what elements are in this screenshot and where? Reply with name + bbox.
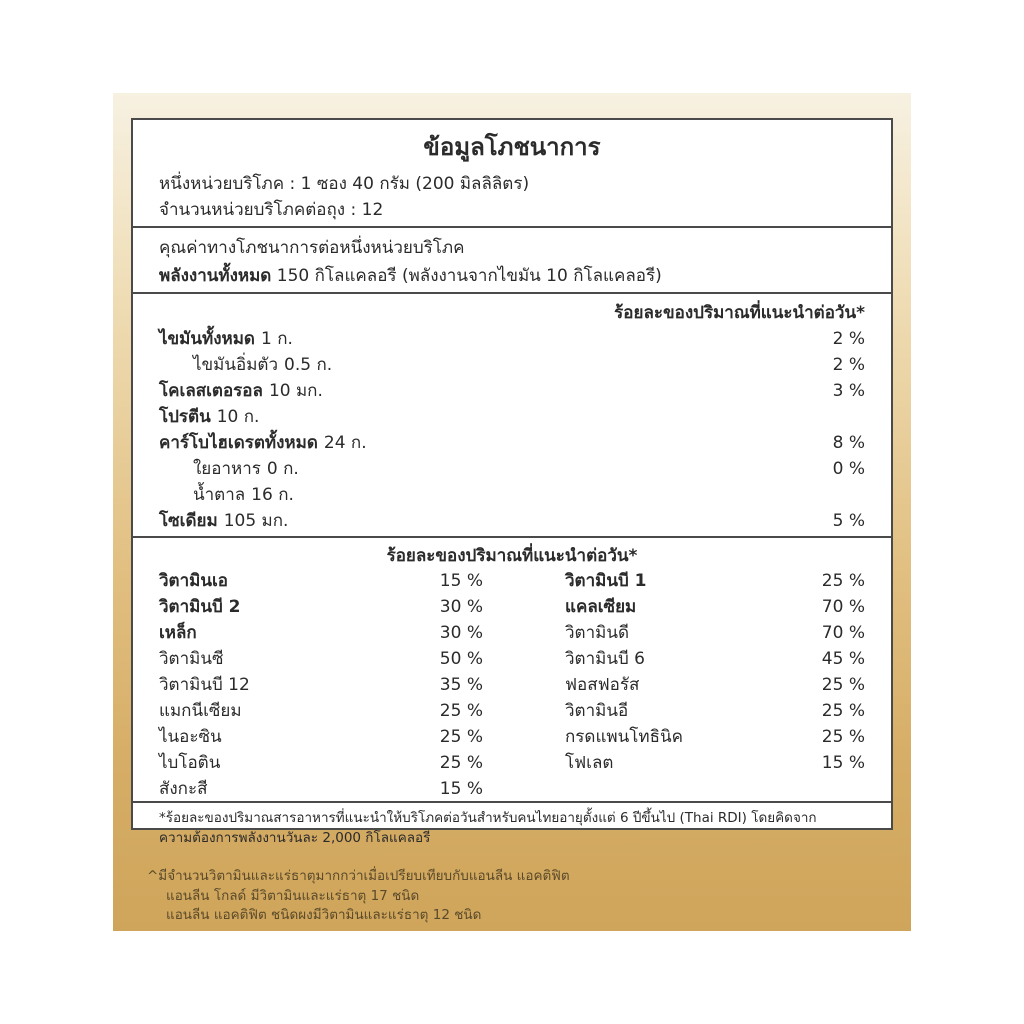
vitamin-name: แคลเซียม	[565, 597, 637, 617]
energy-row	[159, 266, 662, 286]
nutrient-row	[193, 485, 294, 505]
vitamin-name: โฟเลต	[565, 753, 614, 773]
vitamin-percent: 70 %	[821, 597, 865, 617]
vitamin-percent: 25 %	[821, 727, 865, 747]
vitamin-name: เหล็ก	[159, 623, 197, 643]
nutrient-name: โซเดียม	[159, 511, 218, 531]
vitamin-percent: 50 %	[439, 649, 483, 669]
vitamin-percent: 25 %	[439, 727, 483, 747]
nutrient-amount: 105 มก.	[223, 511, 289, 531]
energy-label: พลังงานทั้งหมด	[159, 266, 272, 286]
vitamin-percent: 35 %	[439, 675, 483, 695]
vitamin-percent: 15 %	[439, 571, 483, 591]
divider	[133, 536, 891, 538]
comparison-note-line-2: แอนลีน โกลด์ มีวิตามินและแร่ธาตุ 17 ชนิด	[166, 888, 420, 904]
divider	[133, 801, 891, 803]
nutrient-percent: 3 %	[832, 381, 865, 401]
vitamin-percent: 15 %	[439, 779, 483, 799]
vitamin-name: วิตามินบี 2	[159, 597, 241, 617]
vitamin-percent: 45 %	[821, 649, 865, 669]
divider	[133, 292, 891, 294]
nutrient-amount: 10 ก.	[216, 407, 260, 427]
nutrient-amount: 1 ก.	[260, 329, 293, 349]
nutrient-row	[193, 459, 299, 479]
nutrient-amount: 24 ก.	[323, 433, 367, 453]
nutrient-row	[159, 407, 259, 427]
comparison-note-line-3: แอนลีน แอคติฟิต ชนิดผงมีวิตามินและแร่ธาตุ 12 ชนิด	[166, 907, 482, 923]
nutrient-percent: 0 %	[832, 459, 865, 479]
nutrient-amount: 0.5 ก.	[284, 355, 333, 375]
nutrient-amount: 16 ก.	[251, 485, 294, 505]
vitamin-name: แมกนีเซียม	[159, 701, 242, 721]
vitamin-percent: 30 %	[439, 623, 483, 643]
vitamin-percent: 25 %	[439, 753, 483, 773]
rdi-footnote-line-2: ความต้องการพลังงานวันละ 2,000 กิโลแคลอรี	[159, 830, 431, 846]
vitamin-name: วิตามินซี	[159, 649, 224, 669]
vitamin-percent: 70 %	[821, 623, 865, 643]
servings-per-pack: จำนวนหน่วยบริโภคต่อถุง : 12	[159, 200, 384, 220]
nutrient-row	[159, 381, 323, 401]
nutrient-row	[159, 511, 288, 531]
comparison-note-line-1: ^มีจำนวนวิตามินและแร่ธาตุมากกว่าเมื่อเปรียบเทียบกับแอนลีน แอคติฟิต	[147, 868, 570, 884]
vitamin-name: ฟอสฟอรัส	[565, 675, 640, 695]
nutrient-name: ไขมันอิ่มตัว	[193, 355, 278, 375]
nutrition-label	[131, 118, 893, 846]
divider	[133, 226, 891, 228]
nutrient-percent: 2 %	[832, 355, 865, 375]
nutrient-percent: 2 %	[832, 329, 865, 349]
nutrient-row	[193, 355, 332, 375]
nutrient-row	[159, 433, 367, 453]
nutrient-name: ใยอาหาร	[193, 459, 261, 479]
vitamin-percent: 25 %	[439, 701, 483, 721]
rdi-footnote-line-1: *ร้อยละของปริมาณสารอาหารที่แนะนำให้บริโภคต่อวันสำหรับคนไทยอายุตั้งแต่ 6 ปีขึ้นไป (Thai RDI) โดยคิดจาก	[159, 810, 817, 826]
serving-size: หนึ่งหน่วยบริโภค : 1 ซอง 40 กรัม (200 มิลลิลิตร)	[159, 174, 530, 194]
vitamin-name: วิตามินบี 12	[159, 675, 250, 695]
vitamin-name: วิตามินบี 6	[565, 649, 645, 669]
nutrients-rdi-heading: ร้อยละของปริมาณที่แนะนำต่อวัน*	[614, 303, 865, 323]
nutrient-name: โปรตีน	[159, 407, 211, 427]
nutrient-row	[159, 329, 293, 349]
vitamin-percent: 25 %	[821, 571, 865, 591]
vitamin-name: วิตามินบี 1	[565, 571, 647, 591]
vitamin-name: วิตามินอี	[565, 701, 629, 721]
nutrient-amount: 10 มก.	[268, 381, 323, 401]
nutrient-name: โคเลสเตอรอล	[159, 381, 263, 401]
vitamin-name: วิตามินเอ	[159, 571, 228, 591]
energy-value: 150 กิโลแคลอรี (พลังงานจากไขมัน 10 กิโลแคลอรี)	[276, 266, 662, 286]
vitamin-name: ไบโอติน	[159, 753, 221, 773]
energy-heading: คุณค่าทางโภชนาการต่อหนึ่งหน่วยบริโภค	[159, 238, 465, 258]
vitamin-percent: 25 %	[821, 675, 865, 695]
vitamin-name: กรดแพนโทธินิค	[565, 727, 683, 747]
nutrient-name: คาร์โบไฮเดรตทั้งหมด	[159, 433, 318, 453]
vitamin-percent: 25 %	[821, 701, 865, 721]
nutrient-amount: 0 ก.	[266, 459, 299, 479]
nutrient-percent: 5 %	[832, 511, 865, 531]
nutrient-percent: 8 %	[832, 433, 865, 453]
vitamin-percent: 15 %	[821, 753, 865, 773]
vitamin-name: สังกะสี	[159, 779, 208, 799]
nutrient-name: น้ำตาล	[193, 485, 246, 505]
vitamin-name: วิตามินดี	[565, 623, 629, 643]
nutrient-name: ไขมันทั้งหมด	[159, 329, 255, 349]
label-title: ข้อมูลโภชนาการ	[423, 133, 601, 161]
vitamin-name: ไนอะซิน	[159, 727, 222, 747]
vitamins-rdi-heading: ร้อยละของปริมาณที่แนะนำต่อวัน*	[386, 546, 638, 566]
vitamin-percent: 30 %	[439, 597, 483, 617]
